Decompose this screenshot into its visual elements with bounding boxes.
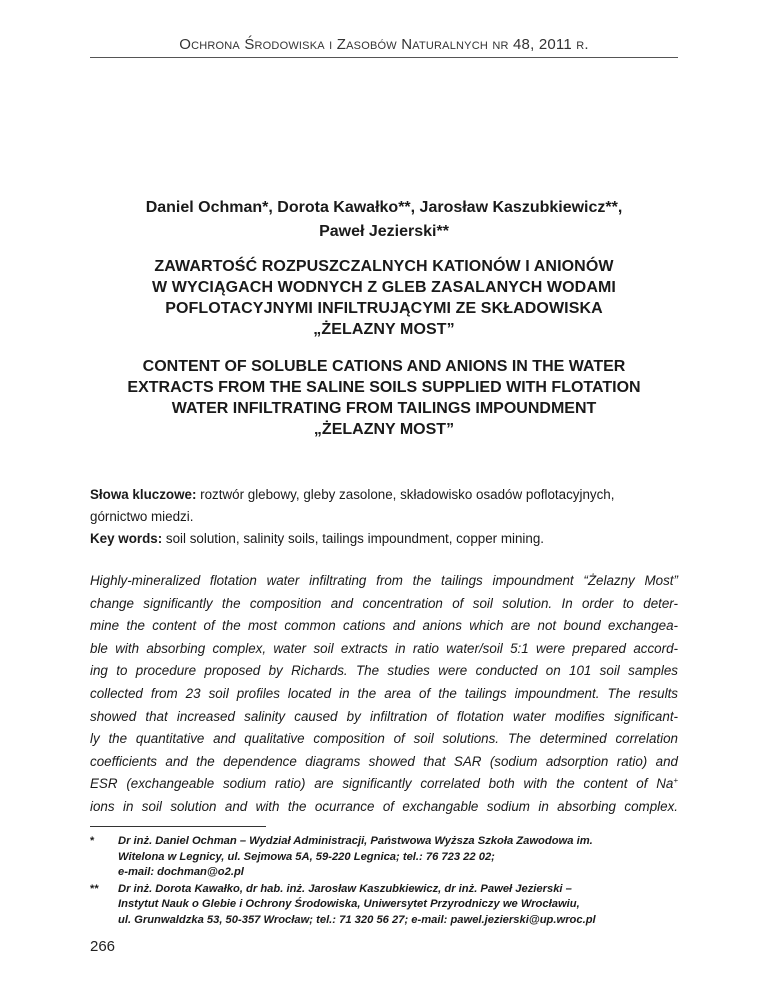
abstract-line: mine the content of the most common cations and anions which are not bound exchangea- <box>90 618 678 634</box>
abstract-last-line: ions in soil solution and with the ocurrance of exchangable sodium in absorbing complex. <box>90 798 678 814</box>
authors-block <box>90 196 678 244</box>
keywords-pl-text: roztwór glebowy, gleby zasolone, składowisko osadów poflotacyjnych, <box>196 487 615 502</box>
footnote-divider <box>90 826 266 827</box>
abstract-line-na <box>90 773 678 796</box>
abstract-line-text: ESR (exchangeable sodium ratio) are significantly correlated both with the content of Na <box>90 776 674 792</box>
page-number: 266 <box>90 938 116 955</box>
footnote-line: ul. Grunwaldzka 53, 50-357 Wrocław; tel.: 71 320 56 27; e-mail: pawel.jezierski@up.wroc.pl <box>118 913 596 926</box>
title-en-line: EXTRACTS FROM THE SALINE SOILS SUPPLIED WITH FLOTATION <box>127 379 641 396</box>
title-pl-line: W WYCIĄGACH WODNYCH Z GLEB ZASALANYCH WODAMI <box>152 279 616 296</box>
title-polish <box>90 256 678 340</box>
keywords-block <box>90 484 678 550</box>
footnote-line: Dr inż. Daniel Ochman – Wydział Administracji, Państwowa Wyższa Szkoła Zawodowa im. <box>118 835 593 847</box>
keywords-en-text: soil solution, salinity soils, tailings impoundment, copper mining. <box>162 531 545 546</box>
title-pl-line: „ŻELAZNY MOST” <box>313 321 455 338</box>
title-pl-line: ZAWARTOŚĆ ROZPUSZCZALNYCH KATIONÓW I ANIONÓW <box>154 258 614 275</box>
title-en-line: CONTENT OF SOLUBLE CATIONS AND ANIONS IN THE WATER <box>142 358 626 375</box>
footnote-1 <box>90 834 690 881</box>
title-english <box>90 356 678 440</box>
keywords-pl-label: Słowa kluczowe: <box>90 487 197 502</box>
footnote-line: e-mail: dochman@o2.pl <box>118 866 244 878</box>
footnote-line: Dr inż. Dorota Kawałko, dr hab. inż. Jarosław Kaszubkiewicz, dr inż. Paweł Jezierski – <box>118 882 572 895</box>
footnote-2 <box>90 882 690 929</box>
abstract-line: showed that increased salinity caused by infiltration of flotation water modifies significant- <box>90 708 678 724</box>
footnote-line: Instytut Nauk o Glebie i Ochrony Środowiska, Uniwersytet Przyrodniczy we Wrocławiu, <box>118 898 580 910</box>
authors-line: Paweł Jezierski** <box>319 223 449 240</box>
abstract-line: ing to procedure proposed by Richards. The studies were conducted on 101 soil samples <box>90 663 678 679</box>
running-header: Ochrona Środowiska i Zasobów Naturalnych nr 48, 2011 r. <box>179 36 589 53</box>
title-pl-line: POFLOTACYJNYMI INFILTRUJĄCYMI ZE SKŁADOWISKA <box>165 300 603 317</box>
keywords-pl-line1 <box>90 484 678 506</box>
keywords-pl-line2: górnictwo miedzi. <box>90 509 194 524</box>
abstract-line: change significantly the composition and concentration of soil solution. In order to deter- <box>90 595 678 611</box>
abstract-line: ble with absorbing complex, water soil extracts in ratio water/soil 5:1 were prepared accord- <box>90 640 678 656</box>
abstract-line: ly the quantitative and qualitative composition of soil solutions. The determined correlation <box>90 731 678 747</box>
footnote-mark: ** <box>90 882 99 895</box>
title-en-line: „ŻELAZNY MOST” <box>313 421 455 438</box>
na-superscript: + <box>673 776 678 786</box>
abstract-line: collected from 23 soil profiles located in the area of the tailings impoundment. The results <box>90 685 678 701</box>
abstract-line: coefficients and the dependence diagrams showed that SAR (sodium adsorption ratio) and <box>90 753 678 769</box>
keywords-en-line <box>90 528 678 550</box>
footnotes <box>90 834 690 929</box>
abstract-line: Highly-mineralized flotation water infiltrating from the tailings impoundment “Żelazny Most” <box>90 573 678 588</box>
footnote-line: Witelona w Legnicy, ul. Sejmowa 5A, 59-220 Legnica; tel.: 76 723 22 02; <box>118 850 495 863</box>
authors-line: Daniel Ochman*, Dorota Kawałko**, Jarosław Kaszubkiewicz**, <box>145 199 623 216</box>
keywords-en-label: Key words: <box>90 531 163 546</box>
footnote-mark: * <box>90 835 95 847</box>
abstract <box>90 570 678 819</box>
header-divider <box>90 57 678 58</box>
title-en-line: WATER INFILTRATING FROM TAILINGS IMPOUNDMENT <box>171 400 597 417</box>
